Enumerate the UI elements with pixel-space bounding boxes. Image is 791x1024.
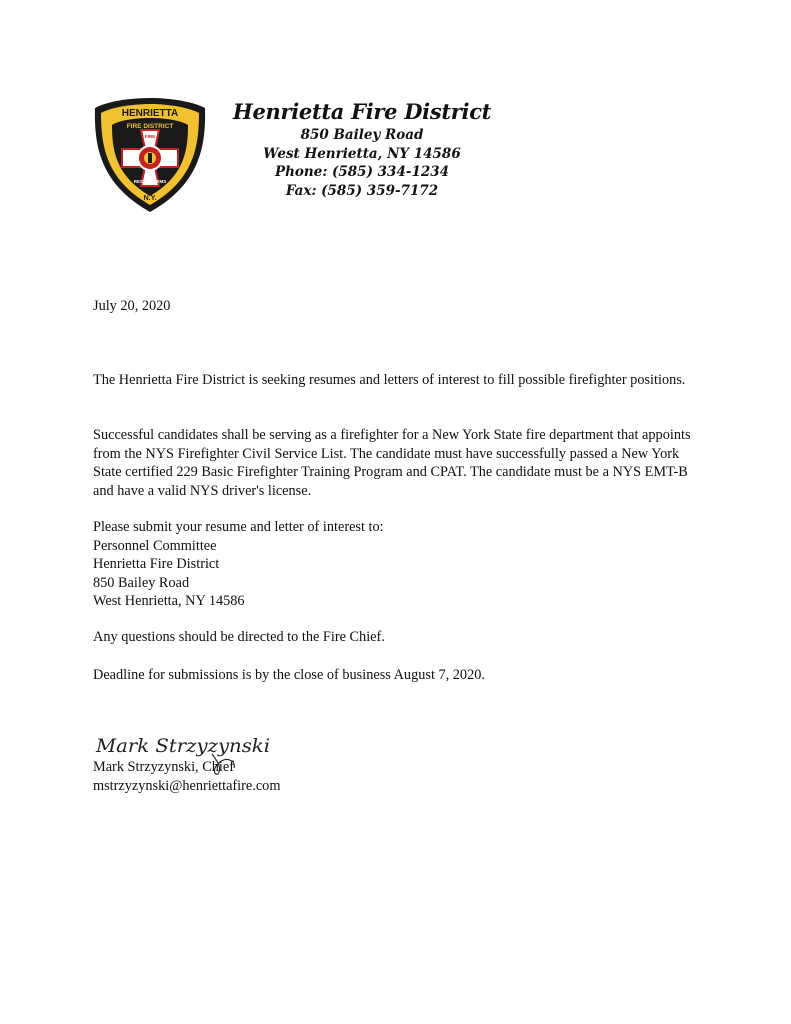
questions-text: Any questions should be directed to the Fire Chief. xyxy=(93,629,385,645)
fire-district-logo xyxy=(92,96,208,214)
letterhead-address-line1: 850 Bailey Road xyxy=(300,127,424,143)
submit-address-line: 850 Bailey Road xyxy=(93,574,190,591)
logo-bottom-text: N.Y. xyxy=(143,195,157,202)
logo-top-text: HENRIETTA xyxy=(121,108,179,119)
letter-date xyxy=(93,297,703,316)
logo-cross-bottom-text: RESCUE - EMS xyxy=(133,179,167,184)
logo-sub-text: FIRE DISTRICT xyxy=(126,123,174,130)
signature-block xyxy=(93,758,703,795)
signer-email: mstrzyzynski@henriettafire.com xyxy=(93,777,281,794)
letterhead xyxy=(226,98,498,200)
letterhead-address-line2: West Henrietta, NY 14586 xyxy=(263,145,461,162)
submission-block xyxy=(93,518,703,611)
signer-name-title: Mark Strzyzynski, Chief xyxy=(93,759,234,775)
letterhead-fax: Fax: (585) 359-7172 xyxy=(285,182,439,199)
signature-script: Mark Strzyzynski xyxy=(94,735,270,757)
submit-intro-text: Please submit your resume and letter of interest to: xyxy=(93,519,384,535)
deadline-paragraph xyxy=(93,666,703,685)
questions-paragraph xyxy=(93,628,703,647)
requirements-text: Successful candidates shall be serving as a firefighter for a New York State fire department that appoints from the NYS Firefighter Civil Service List. The candidate must have successfully passed a New York State certified 229 Basic Firefighter Training Program and CPAT. The candidate must be a NYS EMT-B and have a valid NYS driver's license. xyxy=(93,427,691,499)
submit-address-line: West Henrietta, NY 14586 xyxy=(93,593,245,609)
letterhead-phone: Phone: (585) 334-1234 xyxy=(274,164,450,180)
intro-paragraph xyxy=(93,371,703,390)
requirements-paragraph xyxy=(93,426,703,500)
intro-text: The Henrietta Fire District is seeking resumes and letters of interest to fill possible firefighter positions. xyxy=(93,372,686,388)
submit-address-line: Personnel Committee xyxy=(93,537,217,554)
deadline-text: Deadline for submissions is by the close of business August 7, 2020. xyxy=(93,667,485,683)
organization-name: Henrietta Fire District xyxy=(232,99,492,124)
date-text: July 20, 2020 xyxy=(93,298,171,314)
submit-address-line: Henrietta Fire District xyxy=(93,556,220,572)
logo-cross-top-text: FIRE xyxy=(144,134,156,139)
